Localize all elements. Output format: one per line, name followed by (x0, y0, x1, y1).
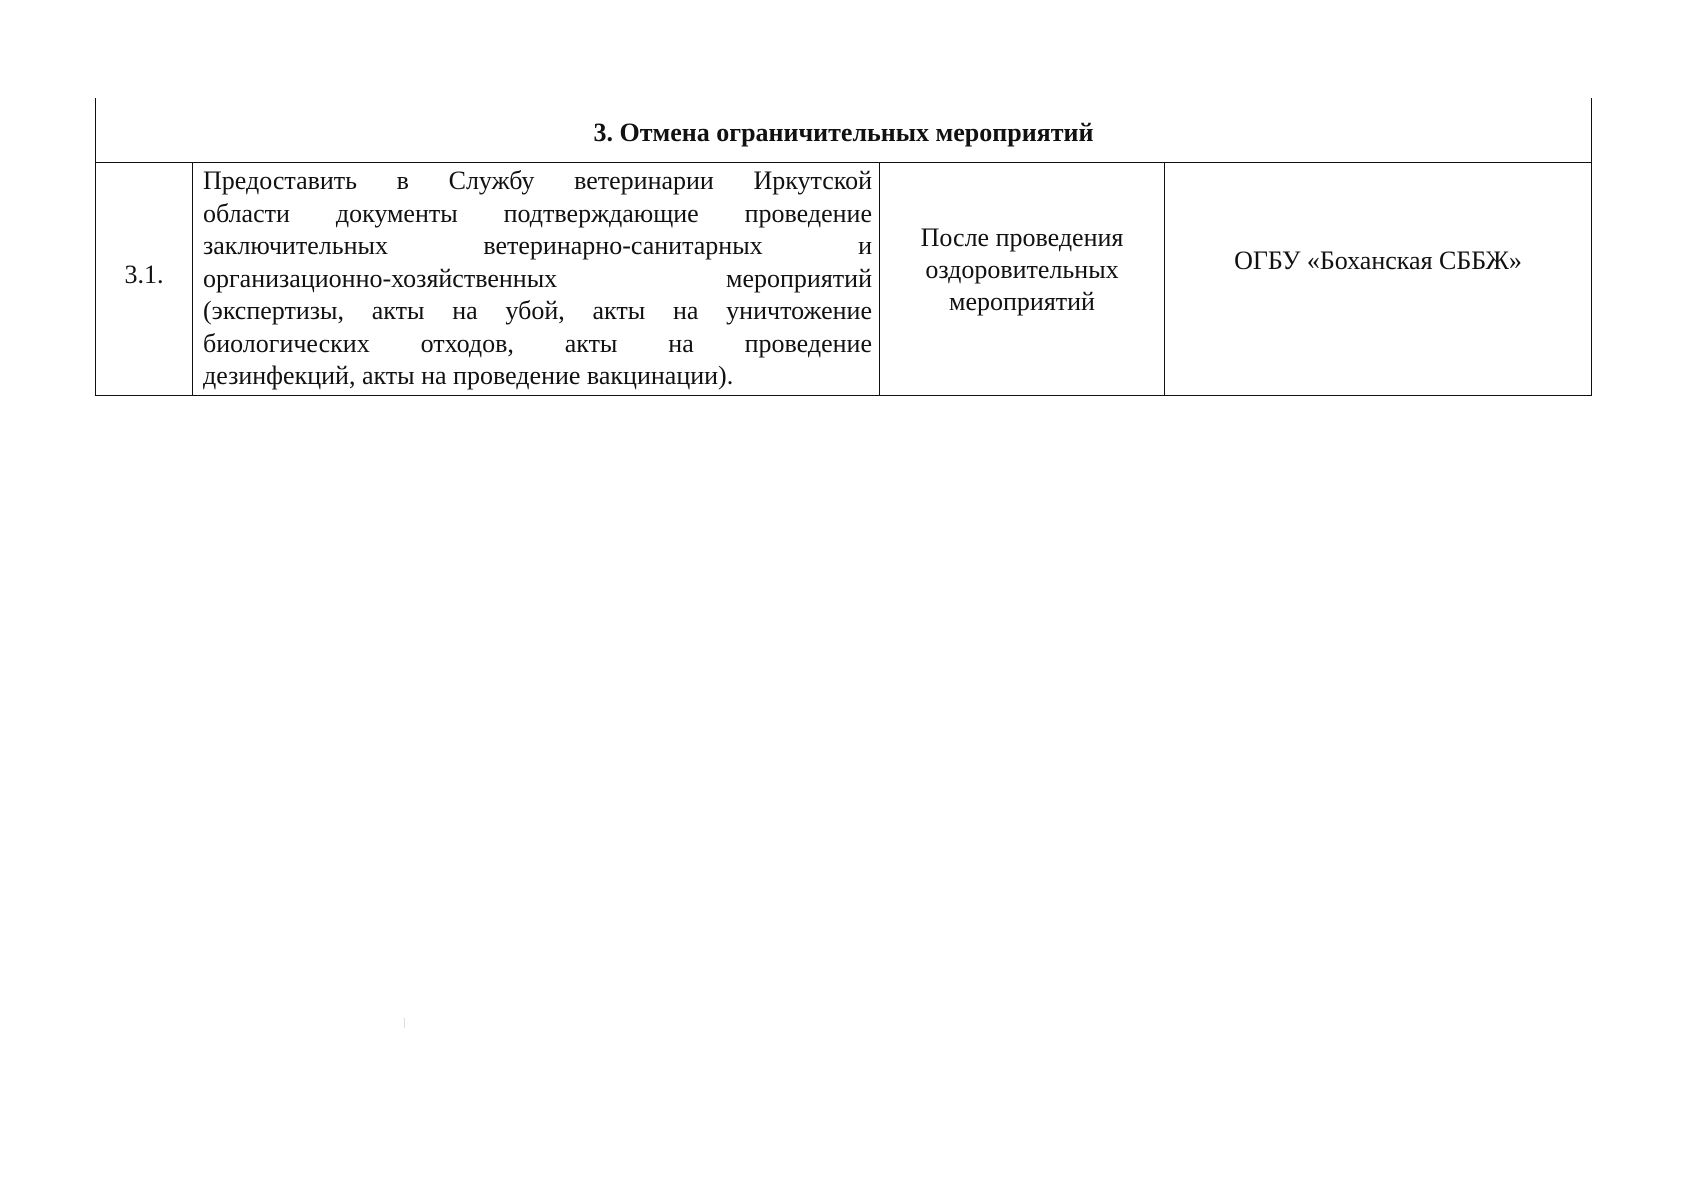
description-line: Предоставить в Службу ветеринарии Иркутской (203, 166, 872, 195)
description-line: области документы подтверждающие проведение (203, 198, 872, 228)
description-line: дезинфекций, акты на проведение вакцинации). (203, 361, 734, 390)
row-description (193, 163, 880, 396)
description-line: биологических отходов, акты на проведение (203, 328, 872, 358)
row-number: 3.1. (96, 163, 193, 396)
section-title: 3. Отмена ограничительных мероприятий (96, 98, 1592, 163)
row-term: После проведения оздоровительных мероприятий (880, 163, 1165, 396)
description-line: (экспертизы, акты на убой, акты на уничтожение (203, 296, 872, 325)
section-header-row (96, 98, 1592, 163)
scan-artifact (404, 1018, 405, 1028)
row-responsible: ОГБУ «Боханская СББЖ» (1165, 163, 1592, 396)
activities-table (95, 98, 1592, 396)
description-line: заключительных ветеринарно-санитарных и (203, 231, 872, 260)
description-line: организационно-хозяйственных мероприятий (203, 263, 872, 293)
table-row (96, 163, 1592, 396)
